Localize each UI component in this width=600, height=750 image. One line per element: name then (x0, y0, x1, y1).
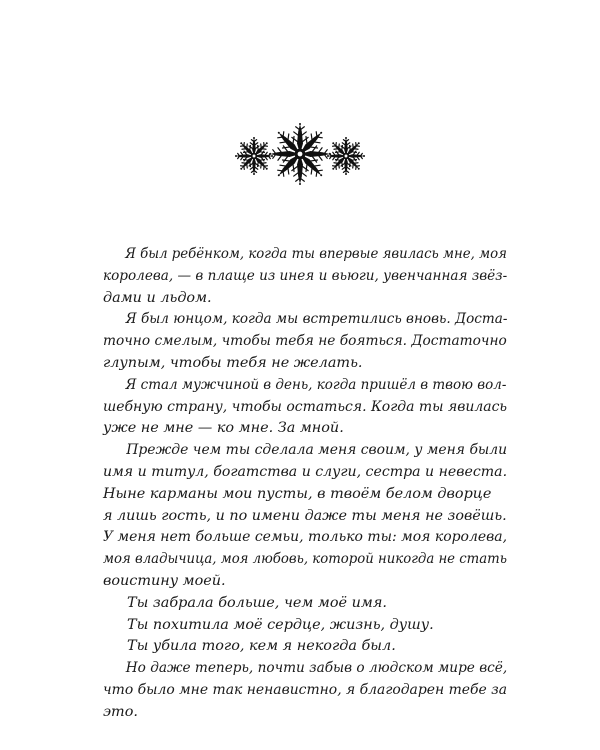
paragraph-line: уже не мне — ко мне. За мной. (103, 420, 344, 437)
snowflake-ornament (232, 122, 368, 188)
paragraph-line: шебную страну, чтобы остаться. Когда ты явилась (103, 398, 508, 415)
poem-text (103, 244, 507, 724)
paragraph-first-line: Но даже теперь, почти забыв о людском мире всё, (125, 660, 508, 677)
paragraph-line: дами и льдом. (103, 289, 212, 306)
paragraph-line: точно смелым, чтобы тебя не бояться. Достаточно (103, 333, 507, 350)
paragraph-first-line: Ты похитила моё сердце, жизнь, душу. (127, 616, 434, 633)
paragraph-line: воистину моей. (103, 572, 226, 589)
paragraph-line: Ныне карманы мои пусты, в твоём белом дворце (103, 485, 492, 502)
paragraph-first-line: Прежде чем ты сделала меня своим, у меня были (126, 442, 508, 459)
small-snowflake-left-icon (235, 137, 273, 175)
paragraph-line: королева, — в плаще из инея и вьюги, увенчанная звёз- (103, 267, 508, 284)
paragraph-line: я лишь гость, и по имени даже ты меня не зовёшь. (103, 507, 507, 524)
three-snowflakes-ornament-icon (232, 122, 368, 188)
small-snowflake-right-icon (327, 137, 365, 175)
paragraph-first-line: Я был юнцом, когда мы встретились вновь. Доста- (125, 311, 508, 328)
paragraph-line: У меня нет больше семьи, только ты: моя королева, (103, 529, 508, 546)
paragraph-line: что было мне так ненавистно, я благодарен тебе за (103, 681, 508, 698)
paragraph-line: глупым, чтобы тебя не желать. (103, 354, 363, 371)
paragraph-first-line: Ты убила того, кем я некогда был. (127, 638, 396, 655)
paragraph-first-line: Я был ребёнком, когда ты впервые явилась мне, моя (125, 246, 507, 262)
paragraph-first-line: Ты забрала больше, чем моё имя. (127, 594, 387, 611)
paragraph-line: моя владычица, моя любовь, которой никогда не стать (103, 551, 507, 568)
paragraph-line: это. (103, 703, 138, 720)
large-snowflake-center-icon (269, 123, 331, 185)
paragraph-line: имя и титул, богатства и слуги, сестра и невеста. (103, 463, 508, 480)
paragraph-first-line: Я стал мужчиной в день, когда пришёл в твою вол- (125, 376, 507, 393)
